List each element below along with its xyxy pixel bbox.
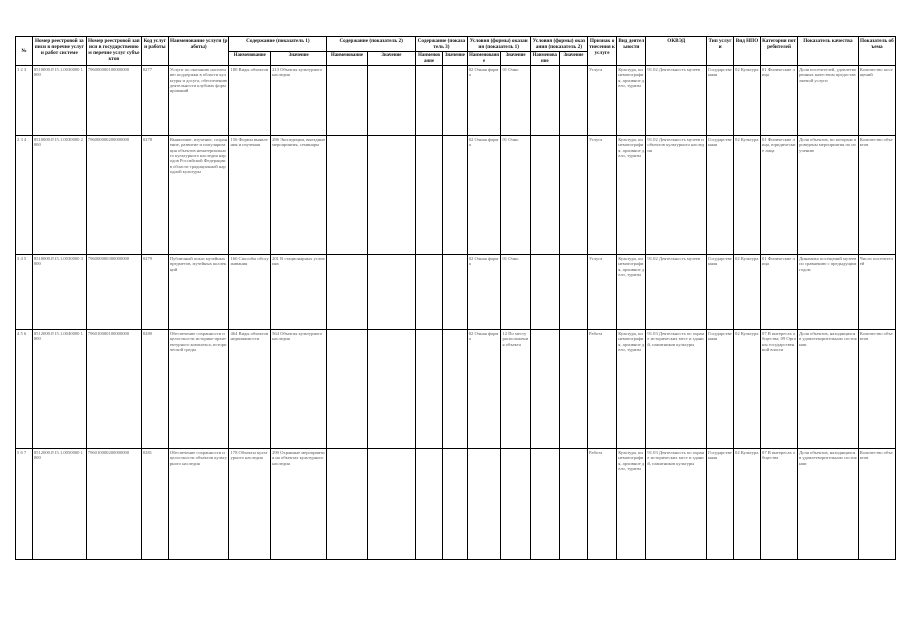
cell-u1-value: 01 Очно: [501, 136, 530, 255]
table-row: [16, 449, 896, 560]
cell-u1-value: 12 По месту расположения объекта: [501, 330, 530, 449]
cell-service-code: 0280: [141, 330, 168, 449]
cell-volume: Количество объектов: [858, 449, 895, 560]
header-service-name: Наименование услуги (работы): [168, 37, 229, 66]
cell-funding: 07 В интересах общества: [761, 449, 798, 560]
cell-unique-registry-number: 796010000200000000: [86, 449, 141, 560]
cell-c2-value: [367, 66, 415, 136]
cell-c2-value: [367, 449, 415, 560]
header-registry-number: Номер реестровой записи в перечне услуг и работ системе: [32, 37, 86, 66]
cell-num: 2 3 4: [16, 136, 33, 255]
cell-c2-name: [327, 449, 367, 560]
cell-u1-value: 01 Очно: [501, 255, 530, 330]
cell-npo: 02 Культура: [734, 330, 761, 449]
cell-num: 4 5 6: [16, 330, 33, 449]
cell-service-code: 0279: [141, 255, 168, 330]
cell-npo: 02 Культура: [734, 66, 761, 136]
cell-c3-name: [416, 449, 443, 560]
registry-sheet: [15, 36, 896, 560]
cell-num: 1 2 3: [16, 66, 33, 136]
cell-c1-value: 290 Охранные мероприятия на объектах культурного наследия: [271, 449, 327, 560]
cell-funding: 01 Физические лица: [761, 255, 798, 330]
cell-num: 5 6 7: [16, 449, 33, 560]
cell-indicators: Динамика посещений музеев по сравнению с предыдущим годом: [798, 255, 859, 330]
header-npo: Вид НПО: [734, 37, 761, 66]
subheader-c1-name: Наименование: [229, 52, 271, 66]
cell-indicators: Доля посетителей, удовлетворенных качеством предоставляемой услуги: [798, 66, 859, 136]
subheader-u1-value: Значение: [501, 52, 530, 66]
cell-okved: 91.02 Деятельность музеев и объектов культурного наследия: [646, 136, 707, 255]
cell-activity-type: Культура, кинематография, архивное дело, туризм: [617, 66, 646, 136]
cell-npo: 02 Культура: [734, 255, 761, 330]
cell-u2-value: [559, 136, 587, 255]
cell-npo: 02 Культура: [734, 449, 761, 560]
cell-u2-name: [530, 136, 559, 255]
cell-c3-name: [416, 330, 443, 449]
subheader-u1-name: Наименование: [467, 52, 501, 66]
header-okved: ОКВЭД: [646, 37, 707, 66]
cell-c2-value: [367, 255, 415, 330]
subheader-c1-value: Значение: [271, 52, 327, 66]
cell-registry-number: 8512000.Р.15.1.0040000 1000: [32, 330, 86, 449]
cell-c3-name: [416, 255, 443, 330]
cell-u1-value: [501, 449, 530, 560]
cell-indicators: Доля объектов, по которым проведены мероприятия по изучению: [798, 136, 859, 255]
table-row: [16, 136, 896, 255]
header-content-3: Содержание (показатель 3): [416, 37, 468, 52]
cell-u2-name: [530, 330, 559, 449]
cell-c1-value: 564 Объекты культурного наследия: [271, 330, 327, 449]
header-content-1: Содержание (показатель 1): [229, 37, 327, 52]
cell-c1-name: 156 Формы выявления и изучения: [229, 136, 271, 255]
cell-service-name: Выявление, изучение, сохранение, развитие и популяризация объектов нематериального культурного наследия народов Российской Федерации в области традиционной народной культуры: [168, 136, 229, 255]
cell-activity-type: Культура, кинематография, архивное дело, туризм: [617, 330, 646, 449]
cell-c1-name: 464 Виды объектов недвижимости: [229, 330, 271, 449]
cell-u2-value: [559, 449, 587, 560]
cell-activity-type: Культура, кинематография, архивное дело, туризм: [617, 255, 646, 330]
cell-registry-number: 8510000.Р.15.1.0030000 2000: [32, 136, 86, 255]
cell-unique-registry-number: 796000000100000000: [86, 66, 141, 136]
cell-service-kind: Государственная: [707, 66, 734, 136]
cell-volume: Количество объектов: [858, 330, 895, 449]
cell-service-type: Работа: [588, 449, 617, 560]
cell-okved: 91.02 Деятельность музеев: [646, 255, 707, 330]
cell-service-name: Публичный показ музейных предметов, музейных коллекций: [168, 255, 229, 330]
cell-c2-name: [327, 66, 367, 136]
header-conditions-2: Условия (формы) оказания (показатель 2): [530, 37, 587, 52]
cell-service-name: Обеспечение сохранности и целостности объектов культурного наследия: [168, 449, 229, 560]
cell-service-kind: Государственная: [707, 136, 734, 255]
cell-activity-type: Культура, кинематография, архивное дело, туризм: [617, 449, 646, 560]
header-content-2: Содержание (показатель 2): [327, 37, 416, 52]
header-unique-registry-number: Номер реестровой записи в государственном перечне услуг субъектов: [86, 37, 141, 66]
cell-service-kind: Государственная: [707, 330, 734, 449]
header-volume: Показатель объема: [858, 37, 895, 66]
cell-service-code: 0281: [141, 449, 168, 560]
cell-c2-name: [327, 136, 367, 255]
cell-u2-value: [559, 66, 587, 136]
cell-c3-name: [416, 136, 443, 255]
cell-registry-number: 8510000.Р.15.1.0030000 1000: [32, 66, 86, 136]
cell-volume: Количество объектов: [858, 136, 895, 255]
cell-unique-registry-number: 796010000100000000: [86, 330, 141, 449]
header-num: №: [16, 37, 33, 66]
cell-c3-name: [416, 66, 443, 136]
cell-volume: Число посетителей: [858, 255, 895, 330]
cell-c2-value: [367, 330, 415, 449]
subheader-c2-value: Значение: [367, 52, 415, 66]
cell-c3-value: [443, 136, 468, 255]
cell-c2-name: [327, 255, 367, 330]
cell-c3-value: [443, 66, 468, 136]
cell-registry-number: 8510000.Р.15.1.0030000 3000: [32, 255, 86, 330]
cell-c1-name: 178 Объекты культурного наследия: [229, 449, 271, 560]
cell-u2-name: [530, 66, 559, 136]
cell-indicators: Доля объектов, находящихся в удовлетворительном состоянии: [798, 449, 859, 560]
cell-activity-type: Культура, кинематография, архивное дело, туризм: [617, 136, 646, 255]
cell-u1-value: 01 Очно: [501, 66, 530, 136]
header-indicators: Показатель качества: [798, 37, 859, 66]
cell-service-name: Обеспечение сохранности и целостности историко-архитектурного комплекса, исторической среды: [168, 330, 229, 449]
subheader-c3-name: Наименование: [416, 52, 443, 66]
cell-u1-name: 02 Очная форма: [467, 136, 501, 255]
cell-c2-value: [367, 136, 415, 255]
cell-service-type: Услуга: [588, 255, 617, 330]
cell-registry-number: 8512000.Р.15.1.0050000 1000: [32, 449, 86, 560]
subheader-u2-value: Значение: [559, 52, 587, 66]
cell-u2-value: [559, 255, 587, 330]
cell-funding: 01 Физические лица, юридические лица: [761, 136, 798, 255]
cell-service-type: Работа: [588, 330, 617, 449]
cell-service-kind: Государственная: [707, 449, 734, 560]
subheader-u2-name: Наименование: [530, 52, 559, 66]
cell-c3-value: [443, 255, 468, 330]
table-row: [16, 255, 896, 330]
cell-u2-name: [530, 449, 559, 560]
cell-c1-value: 213 Объекты культурного наследия: [271, 66, 327, 136]
cell-funding: 07 В интересах общества; 09 Органы государственной власти: [761, 330, 798, 449]
cell-u1-name: 02 Очная форма: [467, 66, 501, 136]
cell-okved: 91.03 Деятельность по охране исторических мест и зданий, памятников культуры: [646, 330, 707, 449]
registry-table: [15, 36, 896, 560]
cell-c1-name: 160 Способы обслуживания: [229, 255, 271, 330]
cell-service-name: Услуги по оказанию населению поддержки в области культуры и досуга, обеспечению деятельности клубных формирований: [168, 66, 229, 136]
header-funding: Категория потребителей: [761, 37, 798, 66]
subheader-c2-name: Наименование: [327, 52, 367, 66]
cell-unique-registry-number: 796000000300000000: [86, 255, 141, 330]
cell-service-code: 0278: [141, 136, 168, 255]
cell-okved: 91.02 Деятельность музеев: [646, 66, 707, 136]
cell-u1-name: [467, 449, 501, 560]
cell-unique-registry-number: 796000000200000000: [86, 136, 141, 255]
cell-u2-name: [530, 255, 559, 330]
cell-u2-value: [559, 330, 587, 449]
cell-service-type: Услуга: [588, 136, 617, 255]
header-service-kind: Тип услуги: [707, 37, 734, 66]
header-row: [16, 37, 896, 52]
table-row: [16, 330, 896, 449]
cell-service-kind: Государственная: [707, 255, 734, 330]
header-conditions-1: Условия (формы) оказания (показатель 1): [467, 37, 530, 52]
cell-service-code: 0277: [141, 66, 168, 136]
cell-indicators: Доля объектов, находящихся в удовлетворительном состоянии: [798, 330, 859, 449]
header-service-type: Признак отнесения к услуге: [588, 37, 617, 66]
cell-c1-name: 180 Виды объектов: [229, 66, 271, 136]
subheader-c3-value: Значение: [443, 52, 468, 66]
table-row: [16, 66, 896, 136]
header-activity-type: Вид деятельности: [617, 37, 646, 66]
cell-u1-name: 02 Очная форма: [467, 330, 501, 449]
cell-okved: 91.03 Деятельность по охране исторических мест и зданий, памятников культуры: [646, 449, 707, 560]
cell-c1-value: 201 В стационарных условиях: [271, 255, 327, 330]
cell-u1-name: 02 Очная форма: [467, 255, 501, 330]
cell-c1-value: 286 Экспедиции, выездные мероприятия, семинары: [271, 136, 327, 255]
cell-c3-value: [443, 449, 468, 560]
cell-num: 3 4 5: [16, 255, 33, 330]
cell-service-type: Услуга: [588, 66, 617, 136]
cell-volume: Количество посещений: [858, 66, 895, 136]
cell-npo: 02 Культура: [734, 136, 761, 255]
cell-funding: 01 Физические лица: [761, 66, 798, 136]
cell-c2-name: [327, 330, 367, 449]
cell-c3-value: [443, 330, 468, 449]
header-service-code: Код услуги работы: [141, 37, 168, 66]
